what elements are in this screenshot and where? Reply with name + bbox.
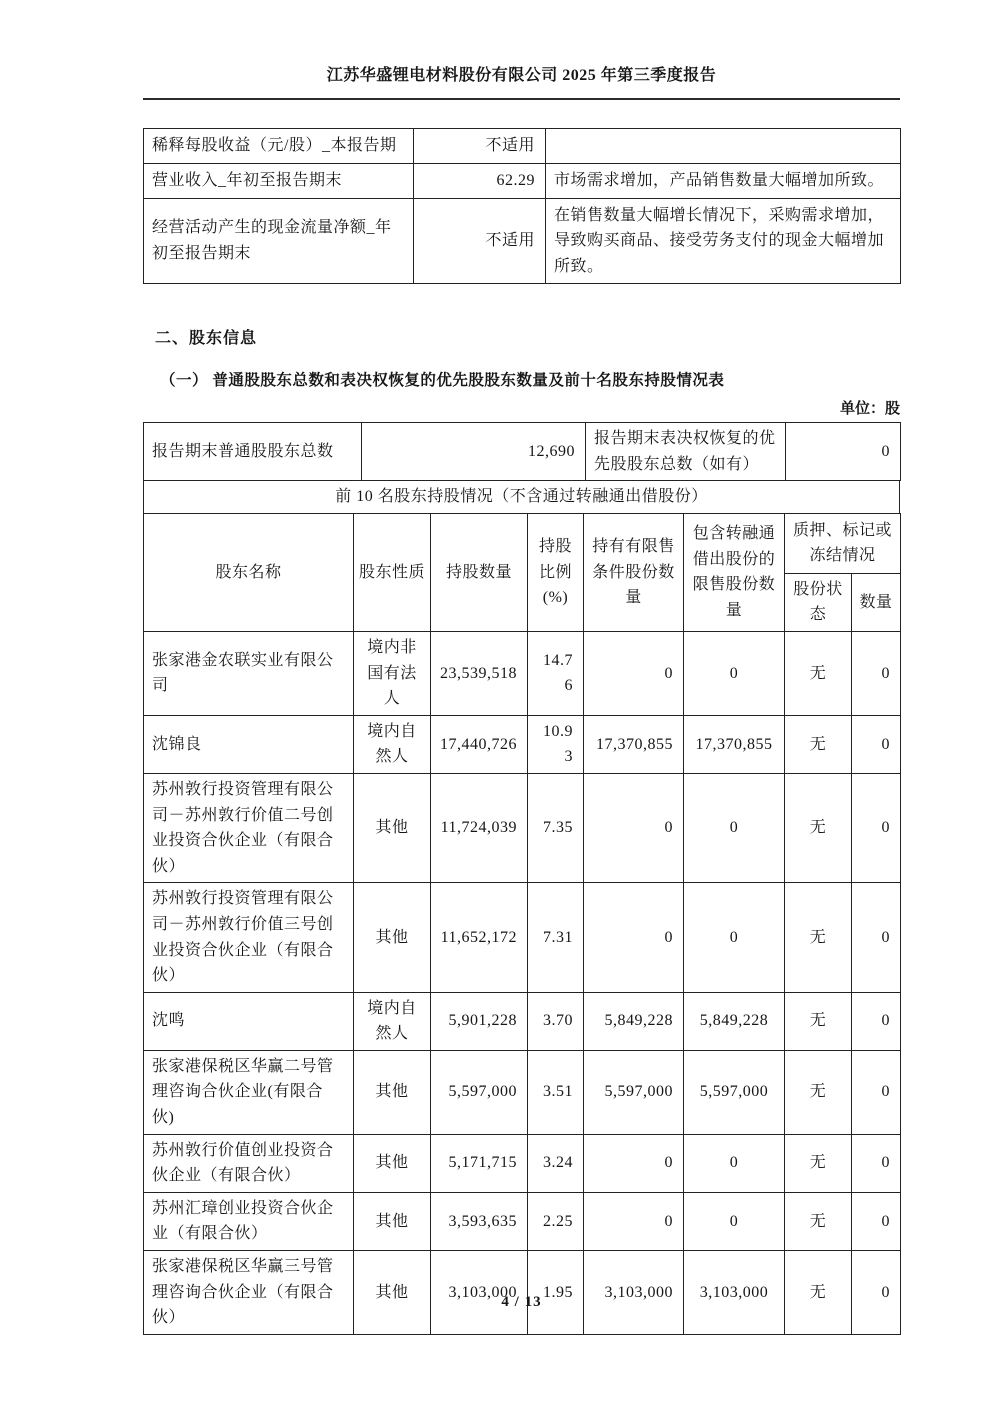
holder-nature: 境内非国有法人 xyxy=(354,631,431,715)
holder-ratio: 3.24 xyxy=(528,1134,584,1192)
holder-nature: 其他 xyxy=(354,1192,431,1250)
holder-restricted: 0 xyxy=(584,773,684,882)
holder-refinancing: 0 xyxy=(684,631,785,715)
table-row xyxy=(144,164,901,199)
holder-restricted: 3,103,000 xyxy=(584,1251,684,1335)
holder-refinancing: 17,370,855 xyxy=(684,715,785,773)
indicator-value: 不适用 xyxy=(414,129,546,164)
holder-shares: 3,593,635 xyxy=(431,1192,528,1250)
holder-refinancing: 0 xyxy=(684,773,785,882)
holder-name: 张家港保税区华赢二号管理咨询合伙企业(有限合伙) xyxy=(144,1050,354,1134)
holder-ratio: 7.31 xyxy=(528,883,584,992)
holder-ratio: 7.35 xyxy=(528,773,584,882)
holder-pledge-qty: 0 xyxy=(852,992,901,1050)
holder-refinancing: 0 xyxy=(684,883,785,992)
holder-ratio: 3.51 xyxy=(528,1050,584,1134)
holder-name: 苏州汇璋创业投资合伙企业（有限合伙） xyxy=(144,1192,354,1250)
indicator-label: 稀释每股收益（元/股）_本报告期 xyxy=(144,129,414,164)
col-header-nature: 股东性质 xyxy=(354,513,431,631)
holder-pledge-status: 无 xyxy=(785,631,852,715)
indicator-label: 营业收入_年初至报告期末 xyxy=(144,164,414,199)
page-header xyxy=(143,62,900,100)
holder-pledge-status: 无 xyxy=(785,1192,852,1250)
page-number: 4 / 13 xyxy=(501,1294,542,1310)
holder-nature: 其他 xyxy=(354,1251,431,1335)
col-header-name: 股东名称 xyxy=(144,513,354,631)
holder-nature: 境内自然人 xyxy=(354,992,431,1050)
holder-pledge-qty: 0 xyxy=(852,773,901,882)
holder-name: 张家港金农联实业有限公司 xyxy=(144,631,354,715)
holder-name: 张家港保税区华赢三号管理咨询合伙企业（有限合伙） xyxy=(144,1251,354,1335)
holder-name: 沈鸣 xyxy=(144,992,354,1050)
holder-refinancing: 0 xyxy=(684,1134,785,1192)
holder-ratio: 1.95 xyxy=(528,1251,584,1335)
col-header-ratio: 持股比例(%) xyxy=(528,513,584,631)
holder-nature: 其他 xyxy=(354,1050,431,1134)
holder-restricted: 5,597,000 xyxy=(584,1050,684,1134)
holder-shares: 11,724,039 xyxy=(431,773,528,882)
top10-caption-table xyxy=(143,480,900,514)
holder-pledge-qty: 0 xyxy=(852,883,901,992)
preferred-shareholders-value: 0 xyxy=(786,423,901,481)
holder-pledge-status: 无 xyxy=(785,1134,852,1192)
table-row xyxy=(144,773,901,882)
table-row xyxy=(144,1134,901,1192)
indicator-note: 在销售数量大幅增长情况下，采购需求增加，导致购买商品、接受劳务支付的现金大幅增加所致。 xyxy=(546,199,901,284)
table-row xyxy=(144,883,901,992)
preferred-shareholders-label: 报告期末表决权恢复的优先股股东总数（如有） xyxy=(586,423,786,481)
table-row xyxy=(144,1192,901,1250)
col-header-pledge-qty: 数量 xyxy=(852,573,901,631)
indicator-note xyxy=(546,129,901,164)
shareholder-summary-table xyxy=(143,422,901,481)
col-header-pledge-group: 质押、标记或冻结情况 xyxy=(785,513,901,573)
holder-restricted: 0 xyxy=(584,883,684,992)
common-shareholders-value: 12,690 xyxy=(362,423,586,481)
table-row xyxy=(144,992,901,1050)
section-title: 二、股东信息 xyxy=(155,330,258,347)
holder-pledge-qty: 0 xyxy=(852,631,901,715)
holder-refinancing: 5,849,228 xyxy=(684,992,785,1050)
table-row xyxy=(144,715,901,773)
document-title: 江苏华盛锂电材料股份有限公司 2025 年第三季度报告 xyxy=(326,67,717,84)
holder-name: 沈锦良 xyxy=(144,715,354,773)
col-header-shares: 持股数量 xyxy=(431,513,528,631)
holder-restricted: 17,370,855 xyxy=(584,715,684,773)
indicator-table xyxy=(143,128,901,284)
col-header-pledge-status: 股份状态 xyxy=(785,573,852,631)
holder-shares: 3,103,000 xyxy=(431,1251,528,1335)
holder-restricted: 5,849,228 xyxy=(584,992,684,1050)
holder-nature: 其他 xyxy=(354,773,431,882)
holder-pledge-status: 无 xyxy=(785,1251,852,1335)
holder-ratio: 10.93 xyxy=(528,715,584,773)
holder-pledge-qty: 0 xyxy=(852,1050,901,1134)
shareholder-section xyxy=(143,422,900,1335)
top10-caption: 前 10 名股东持股情况（不含通过转融通出借股份） xyxy=(144,481,900,514)
holder-shares: 17,440,726 xyxy=(431,715,528,773)
holder-ratio: 14.76 xyxy=(528,631,584,715)
holder-shares: 5,597,000 xyxy=(431,1050,528,1134)
section-subtitle: （一） 普通股股东总数和表决权恢复的优先股股东数量及前十名股东持股情况表 xyxy=(160,372,725,389)
table-row xyxy=(144,1251,901,1335)
holder-refinancing: 3,103,000 xyxy=(684,1251,785,1335)
table-row xyxy=(144,199,901,284)
table-row xyxy=(144,481,900,514)
holder-nature: 其他 xyxy=(354,1134,431,1192)
holder-refinancing: 0 xyxy=(684,1192,785,1250)
unit-note: 单位：股 xyxy=(839,401,900,417)
holder-ratio: 2.25 xyxy=(528,1192,584,1250)
holder-pledge-qty: 0 xyxy=(852,1192,901,1250)
holder-pledge-qty: 0 xyxy=(852,715,901,773)
holder-restricted: 0 xyxy=(584,631,684,715)
holder-restricted: 0 xyxy=(584,1192,684,1250)
holder-refinancing: 5,597,000 xyxy=(684,1050,785,1134)
holder-shares: 5,171,715 xyxy=(431,1134,528,1192)
holder-nature: 其他 xyxy=(354,883,431,992)
holder-pledge-status: 无 xyxy=(785,715,852,773)
holder-shares: 5,901,228 xyxy=(431,992,528,1050)
holder-name: 苏州敦行投资管理有限公司－苏州敦行价值三号创业投资合伙企业（有限合伙） xyxy=(144,883,354,992)
holder-ratio: 3.70 xyxy=(528,992,584,1050)
holder-pledge-qty: 0 xyxy=(852,1251,901,1335)
col-header-refinancing: 包含转融通借出股份的限售股份数量 xyxy=(684,513,785,631)
indicator-value: 62.29 xyxy=(414,164,546,199)
table-row xyxy=(144,631,901,715)
holder-restricted: 0 xyxy=(584,1134,684,1192)
table-row xyxy=(144,423,901,481)
holder-shares: 23,539,518 xyxy=(431,631,528,715)
holder-shares: 11,652,172 xyxy=(431,883,528,992)
indicator-note: 市场需求增加，产品销售数量大幅增加所致。 xyxy=(546,164,901,199)
holder-pledge-status: 无 xyxy=(785,773,852,882)
table-row xyxy=(144,1050,901,1134)
holder-pledge-status: 无 xyxy=(785,992,852,1050)
holder-nature: 境内自然人 xyxy=(354,715,431,773)
table-header-row xyxy=(144,513,901,573)
col-header-restricted: 持有有限售条件股份数量 xyxy=(584,513,684,631)
holder-name: 苏州敦行投资管理有限公司－苏州敦行价值二号创业投资合伙企业（有限合伙） xyxy=(144,773,354,882)
indicator-label: 经营活动产生的现金流量净额_年初至报告期末 xyxy=(144,199,414,284)
top10-holders-table xyxy=(143,513,901,1335)
holder-name: 苏州敦行价值创业投资合伙企业（有限合伙） xyxy=(144,1134,354,1192)
holder-pledge-qty: 0 xyxy=(852,1134,901,1192)
indicator-value: 不适用 xyxy=(414,199,546,284)
common-shareholders-label: 报告期末普通股股东总数 xyxy=(144,423,362,481)
holder-pledge-status: 无 xyxy=(785,883,852,992)
table-row xyxy=(144,129,901,164)
holder-pledge-status: 无 xyxy=(785,1050,852,1134)
